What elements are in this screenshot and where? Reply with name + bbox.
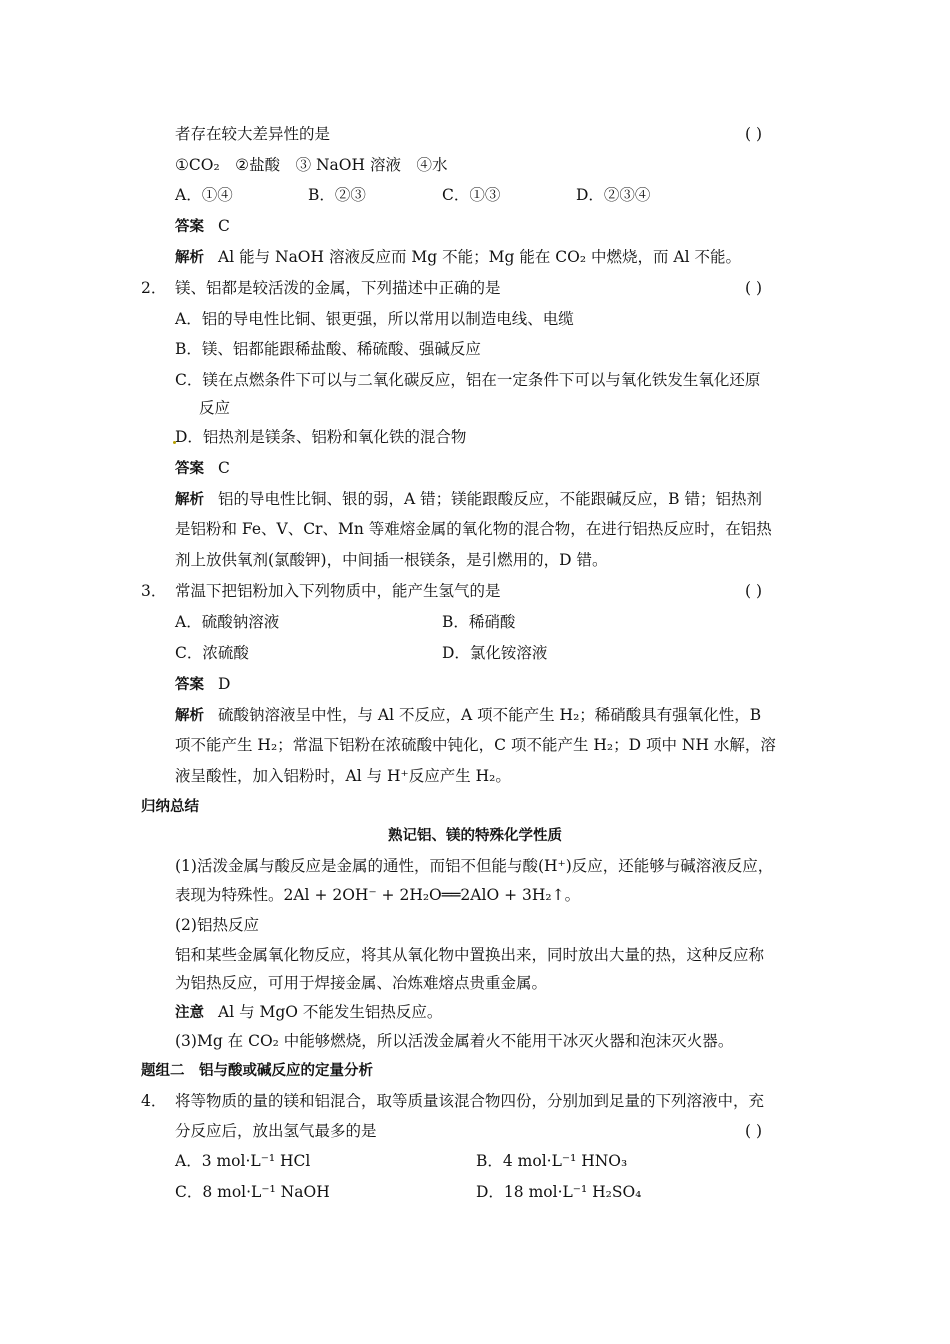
q1-option-d: D．②③④ (576, 186, 651, 204)
q4-option-a: A．3 mol·L⁻¹ HCl (175, 1152, 311, 1170)
summary-note-label: 注意 (175, 1005, 204, 1021)
q2-answer-value: C (218, 459, 230, 477)
q3-option-a: A．硫酸钠溶液 (175, 613, 280, 631)
q1-answer-value: C (218, 217, 230, 235)
q1-analysis (175, 246, 741, 269)
q4-option-d: D．18 mol·L⁻¹ H₂SO₄ (476, 1183, 642, 1201)
q3-analysis-line3: 液呈酸性，加入铝粉时，Al 与 H⁺反应产生 H₂。 (175, 767, 511, 785)
q1-answer-bracket: ( ) (745, 125, 763, 143)
summary-note-text: Al 与 MgO 不能发生铝热反应。 (218, 1003, 443, 1021)
q2-answer-label: 答案 (175, 461, 204, 477)
q2-option-a: A．铝的导电性比铜、银更强，所以常用以制造电线、电缆 (175, 310, 574, 328)
q3-answer-value: D (218, 675, 231, 693)
q3-analysis-label: 解析 (175, 708, 204, 724)
q4-number: 4． (141, 1092, 167, 1110)
q3-analysis-text1: 硫酸钠溶液呈中性，与 Al 不反应，A 项不能产生 H₂；稀硝酸具有强氧化性，B (218, 706, 762, 724)
q3-stem: 常温下把铝粉加入下列物质中，能产生氢气的是 (175, 582, 501, 600)
q3-option-b: B．稀硝酸 (442, 613, 516, 631)
q3-answer (175, 673, 230, 696)
q1-analysis-text: Al 能与 NaOH 溶液反应而 Mg 不能；Mg 能在 CO₂ 中燃烧，而 Al 不能。 (218, 248, 741, 266)
summary-point2-line1: 铝和某些金属氧化物反应，将其从氧化物中置换出来，同时放出大量的热，这种反应称 (175, 946, 765, 964)
q2-analysis-line2: 是铝粉和 Fe、V、Cr、Mn 等难熔金属的氧化物的混合物，在进行铝热反应时，在铝热 (175, 520, 772, 538)
q3-number: 3． (141, 582, 167, 600)
q1-stem-continuation: 者存在较大差异性的是 (175, 125, 331, 143)
group2-heading: 题组二 铝与酸或碱反应的定量分析 (141, 1063, 373, 1079)
summary-point1-line2: 表现为特殊性。2Al + 2OH⁻ + 2H₂O══2AlO + 3H₂↑。 (175, 886, 581, 904)
q2-analysis-label: 解析 (175, 492, 204, 508)
q2-option-b: B．镁、铝都能跟稀盐酸、稀硫酸、强碱反应 (175, 340, 481, 358)
q2-answer-bracket: ( ) (745, 279, 763, 297)
q2-number: 2． (141, 279, 167, 297)
q2-analysis-line1 (175, 488, 762, 511)
q1-analysis-label: 解析 (175, 250, 204, 266)
q2-option-c-line1: C．镁在点燃条件下可以与二氧化碳反应，铝在一定条件下可以与氧化铁发生氧化还原 (175, 371, 761, 389)
q3-answer-label: 答案 (175, 677, 204, 693)
q4-stem-line2: 分反应后，放出氢气最多的是 (175, 1122, 377, 1140)
q1-option-b: B．②③ (308, 186, 366, 204)
summary-point1-line1: (1)活泼金属与酸反应是金属的通性，而铝不但能与酸(H⁺)反应，还能够与碱溶液反应， (175, 857, 774, 875)
q1-answer-label: 答案 (175, 219, 204, 235)
q1-option-a: A．①④ (175, 186, 233, 204)
summary-title: 熟记铝、镁的特殊化学性质 (388, 828, 562, 844)
summary-point3: (3)Mg 在 CO₂ 中能够燃烧，所以活泼金属着火不能用干冰灭火器和泡沫灭火器。 (175, 1032, 734, 1050)
summary-heading: 归纳总结 (141, 799, 199, 815)
summary-point2-title: (2)铝热反应 (175, 916, 259, 934)
q1-answer (175, 215, 230, 238)
q2-answer (175, 457, 230, 480)
q2-analysis-text1: 铝的导电性比铜、银的弱，A 错；镁能跟酸反应，不能跟碱反应，B 错；铝热剂 (218, 490, 762, 508)
summary-note (175, 1001, 442, 1024)
q4-stem-line1: 将等物质的量的镁和铝混合，取等质量该混合物四份，分别加到足量的下列溶液中，充 (175, 1092, 765, 1110)
q2-option-c-line2: 反应 (199, 399, 231, 417)
q4-option-b: B．4 mol·L⁻¹ HNO₃ (476, 1152, 628, 1170)
q4-answer-bracket: ( ) (745, 1122, 763, 1140)
q3-option-c: C．浓硫酸 (175, 644, 249, 662)
q3-analysis-line1 (175, 704, 761, 727)
q2-option-d: D．铝热剂是镁条、铝粉和氧化铁的混合物 (175, 428, 467, 446)
q3-answer-bracket: ( ) (745, 582, 763, 600)
q2-analysis-line3: 剂上放供氧剂(氯酸钾)，中间插一根镁条，是引燃用的，D 错。 (175, 551, 608, 569)
q3-analysis-line2: 项不能产生 H₂；常温下铝粉在浓硫酸中钝化，C 项不能产生 H₂；D 项中 NH 水解，溶 (175, 736, 776, 754)
q3-option-d: D．氯化铵溶液 (442, 644, 548, 662)
summary-point2-line2: 为铝热反应，可用于焊接金属、冶炼难熔点贵重金属。 (175, 974, 548, 992)
q4-option-c: C．8 mol·L⁻¹ NaOH (175, 1183, 330, 1201)
q1-option-c: C．①③ (442, 186, 501, 204)
q1-items: ①CO₂ ②盐酸 ③ NaOH 溶液 ④水 (175, 156, 448, 174)
q2-stem: 镁、铝都是较活泼的金属，下列描述中正确的是 (175, 279, 501, 297)
